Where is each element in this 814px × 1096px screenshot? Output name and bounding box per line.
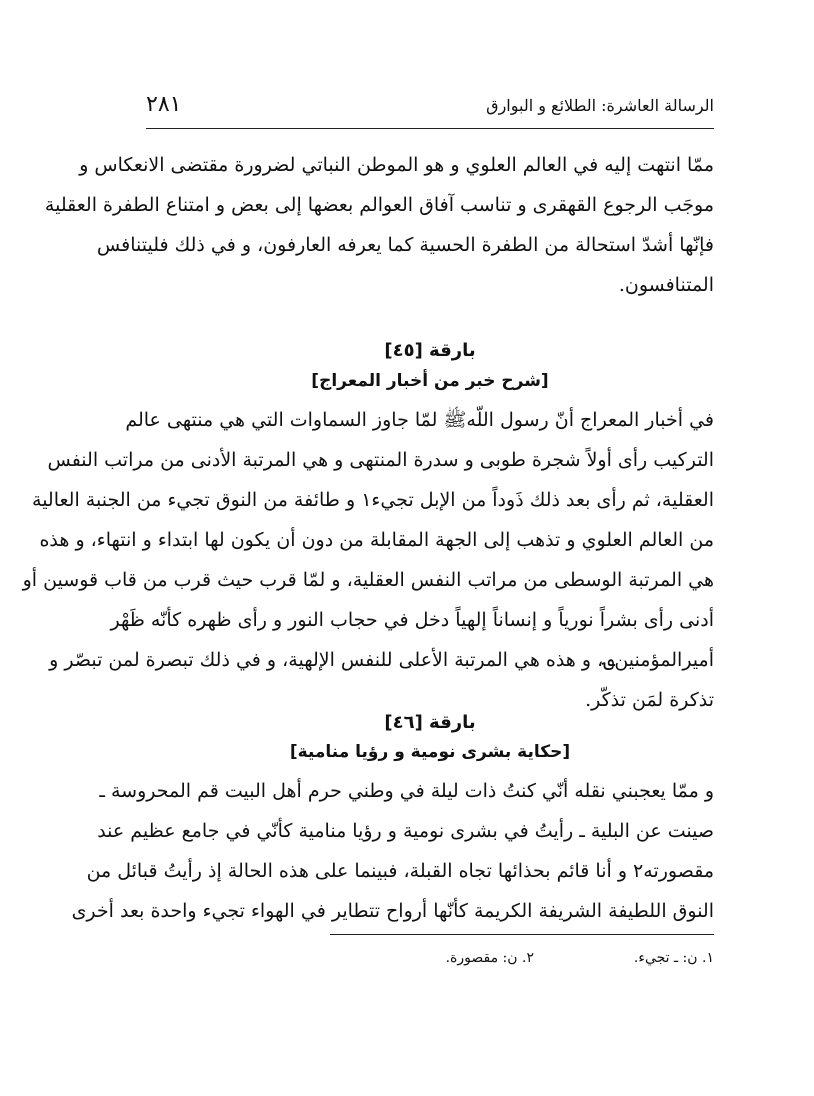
text-line: من العالم العلوي و تذهب إلى الجهة المقابلة من دون أن يكون لها ابتداء و انتهاء، و هذه: [39, 529, 714, 551]
page-number: ٢٨١: [146, 92, 182, 117]
text-line: النوق اللطيفة الشريفة الكريمة كأنّها أرواح تتطاير في الهواء تجيء واحدة بعد أخرى: [71, 900, 714, 922]
intro-paragraph: [44, 145, 714, 305]
text-line: ممّا انتهت إليه في العالم العلوي و هو الموطن النباتي لضرورة مقتضى الانعكاس و: [79, 154, 714, 176]
section-45-heading: بارقة [٤٥]: [384, 340, 476, 361]
text-line: في أخبار المعراج أنّ رسول اللّهﷺ لمّا جاوز السماوات التي هي منتهى عالم: [125, 409, 714, 431]
text-line: تذكرة لمَن تذكّر.: [585, 689, 714, 711]
text-line: صينت عن البلية ـ رأيتُ في بشرى نومية و رؤيا منامية كأنّي في جامع عظيم عند: [97, 820, 714, 842]
page-header: [146, 90, 714, 129]
footnote-1: ١. ن: ـ تجيء.: [633, 950, 714, 966]
text-line: هي المرتبة الوسطى من مراتب النفس العقلية، و لمّا قرب حيث قرب من قاب قوسين أو: [22, 569, 714, 591]
text-line: مقصورته٢ و أنا قائم بحذائها تجاه القبلة، فبينما على هذه الحالة إذ رأيتُ قبائل من: [86, 860, 714, 882]
section-46-paragraph: [71, 771, 714, 931]
footnote-divider: [330, 934, 714, 935]
footnote-2: ٢. ن: مقصورة.: [445, 950, 534, 966]
section-45-paragraph: [22, 400, 714, 720]
text-line: أميرالمؤمنين؈، و هذه هي المرتبة الأعلى للنفس الإلهية، و في ذلك تبصرة لمن تبصّر و: [49, 649, 714, 671]
text-line: العقلية، ثم رأى بعد ذلك ذَوداً من الإبل تجيء١ و طائفة من النوق تجيء من الجنبة العالية: [32, 489, 714, 511]
text-line: التركيب رأى أولاً شجرة طوبى و سدرة المنتهى و هي المرتبة الأدنى من مراتب النفس: [47, 449, 714, 471]
section-46-subtitle: [حكاية بشرى نومية و رؤيا منامية]: [289, 742, 571, 762]
text-line: موجَب الرجوع القهقرى و تناسب آفاق العوالم بعضها إلى بعض و امتناع الطفرة العقلية: [44, 194, 714, 216]
section-46-heading: بارقة [٤٦]: [384, 712, 476, 733]
text-line: و ممّا يعجبني نقله أنّي كنتُ ذات ليلة في وطني حرم أهل البيت قم المحروسة ـ: [99, 780, 714, 802]
text-line: المتنافسون.: [618, 274, 714, 296]
text-line: فإنّها أشدّ استحالة من الطفرة الحسية كما يعرفه العارفون، و في ذلك فليتنافس: [96, 234, 714, 256]
running-title: الرسالة العاشرة: الطلائع و البوارق: [486, 96, 714, 115]
text-line: أدنى رأى بشراً نورياً و إنساناً إلهياً دخل في حجاب النور و رأى ظهره كأنّه ظَهْر: [110, 609, 714, 631]
section-45-subtitle: [شرح خبر من أخبار المعراج]: [311, 371, 549, 391]
